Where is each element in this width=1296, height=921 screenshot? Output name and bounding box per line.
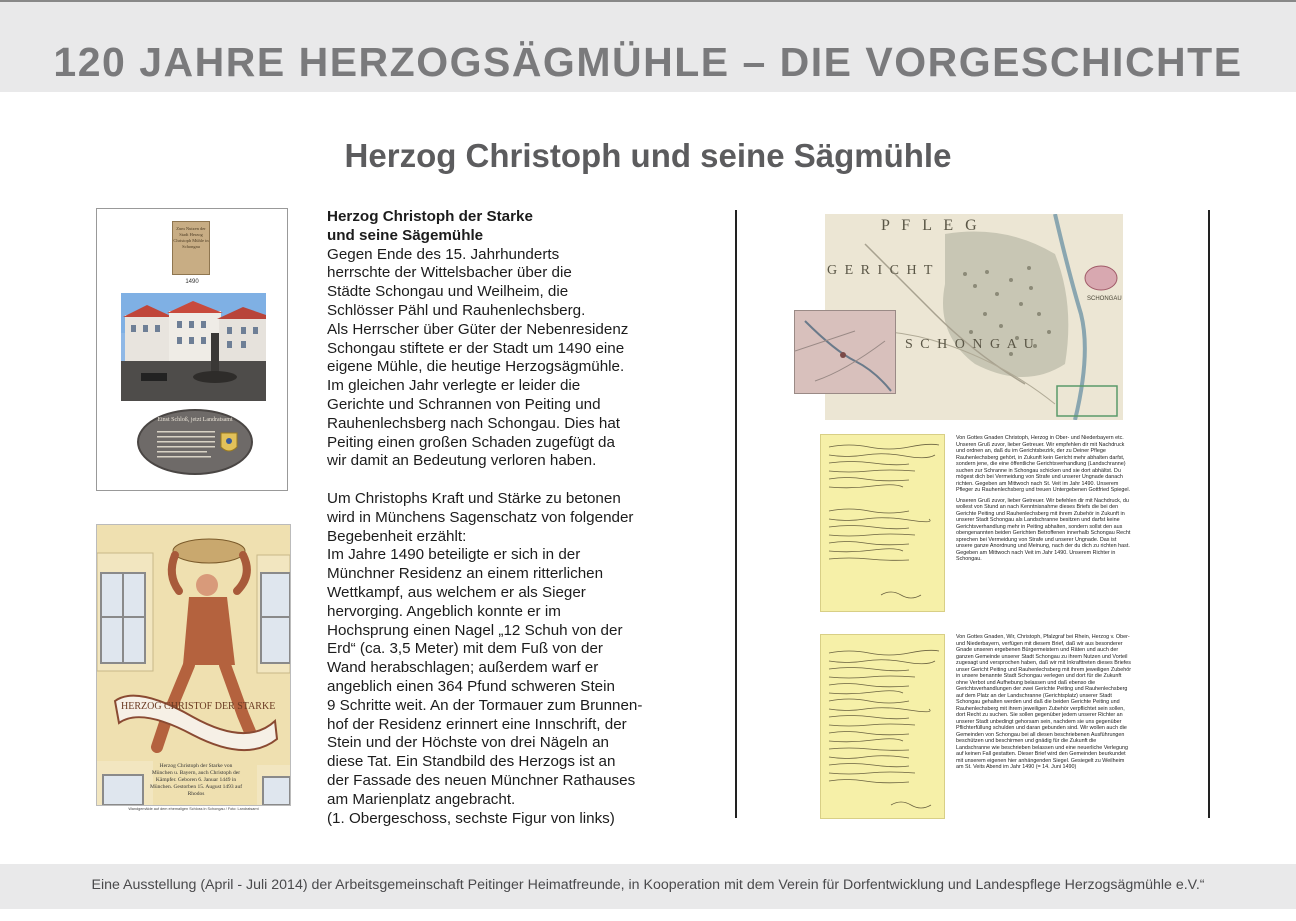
text-line: herrschte der Wittelsbacher über die	[327, 264, 572, 282]
text-line: Münchner Residenz an einem ritterlichen	[327, 565, 604, 583]
page-title: 120 JAHRE HERZOGSÄGMÜHLE – DIE VORGESCHICHTE	[53, 39, 1243, 85]
text-line: (1. Obergeschoss, sechste Figur von links)	[327, 809, 615, 827]
text-line: wir damit an Bedeutung verloren haben.	[327, 452, 597, 470]
document-transcript-2	[956, 634, 1131, 775]
text-line: Gerichte und Schrannen von Peiting und	[327, 395, 601, 413]
article-text	[327, 208, 662, 828]
text-line: am Marienplatz angebracht.	[327, 790, 516, 808]
map-label-gericht: G E R I C H T	[827, 263, 935, 278]
document-scan-1	[820, 434, 945, 612]
text-line: Im Jahre 1490 beteiligte er sich in der	[327, 546, 581, 564]
landratsamt-photo	[121, 293, 266, 401]
image-frame-schongau	[96, 208, 288, 491]
building-photo-graphic	[121, 293, 266, 401]
landratsamt-plaque-text: Einst Schloß, jetzt Landratsamt	[157, 417, 233, 423]
article-heading-line1: Herzog Christoph der Starke	[327, 208, 533, 225]
text-line: Schongau stiftete er der Stadt um 1490 eine	[327, 339, 625, 357]
text-line: eigene Mühle, die heutige Herzogsägmühle.	[327, 358, 625, 376]
plaque-details-graphic	[139, 411, 251, 473]
text-line: Städte Schongau und Weilheim, die	[327, 283, 569, 301]
map-label-schongau-small: SCHONGAU	[1087, 296, 1122, 302]
text-line: Im gleichen Jahr verlegte er leider die	[327, 377, 581, 395]
text-line: der Fassade des neuen Münchner Rathauses	[327, 771, 636, 789]
stone-plaque-text: Zum Nutzen der Stadt Herzog Christoph Mühle in Schongau	[173, 226, 209, 249]
text-line: Als Herrscher über Güter der Nebenresidenz	[327, 320, 629, 338]
handwriting-graphic-2	[821, 635, 944, 818]
text-line: Erd“ (ca. 3,5 Meter) mit dem Fuß von der	[327, 640, 603, 658]
mural-photo-credit: Wandgemälde auf dem ehemaligen Schloss in Schongau / Foto: Landratsamt	[128, 807, 259, 811]
text-line: 9 Schritte weit. An der Tormauer zum Brunnen-	[327, 696, 643, 714]
handwriting-graphic-1	[821, 435, 944, 611]
mural-banner-text: HERZOG CHRISTOF DER STARKE	[121, 701, 276, 712]
map-inset	[794, 310, 896, 394]
paragraph-gap	[327, 471, 662, 490]
text-line: Begebenheit erzählt:	[327, 527, 467, 545]
text-line: diese Tat. Ein Standbild des Herzogs ist an	[327, 753, 616, 771]
landratsamt-plaque	[137, 409, 253, 475]
text-line: Schlösser Pähl und Rauhenlechsberg.	[327, 301, 586, 319]
mural-frame	[96, 524, 291, 806]
text-line: Stein und der Höchste von drei Nägeln an	[327, 734, 609, 752]
map-label-schongau: S C H O N G A U	[905, 337, 1036, 352]
article-heading-line2: und seine Sägemühle	[327, 226, 484, 244]
transcript-paragraph: Von Gottes Gnaden Christoph, Herzog in Ober- und Niederbayern etc. Unseren Gruß zuvor, lieber Getreuer. Wir empfehlen dir mit Nachdruck und ordnen an, daß du im Gerichtsbezirk, der zu Deiner Pflege Rauhenlechsberg gehört, in Zukunft kein Gericht mehr abhalten darfst, sondern jene, die eine öffentliche Gerichtsverhandlung (Landschranne) suchen zur Schranne in Schongau schicken und sie dort abhältst. Du mögest dich bei Vermeidung von Strafe und unserer Ungnade danach richten. Gegeben am Mittwoch nach St. Veit im Jahr 1490. Unserem Pfleger zu Rauhenlechsberg und treuen Untergebenen Gottfried Spiegel.	[956, 435, 1131, 493]
bottom-strip	[0, 909, 1296, 921]
stone-plaque-image	[172, 221, 210, 275]
article-paragraph-2	[327, 490, 662, 828]
text-line: Hochsprung einen Nagel „12 Schuh von der	[327, 621, 623, 639]
text-line: hof der Residenz erinnert eine Innschrift, der	[327, 715, 627, 733]
text-line: Rauhenlechsberg nach Schongau. Dies hat	[327, 414, 620, 432]
plaque-year-label: 1490	[185, 279, 199, 285]
section-subtitle: Herzog Christoph und seine Sägmühle	[344, 137, 952, 174]
article-paragraph-1	[327, 246, 662, 472]
text-line: Gegen Ende des 15. Jahrhunderts	[327, 245, 560, 263]
text-line: wird in Münchens Sagenschatz von folgender	[327, 508, 634, 526]
text-line: Wand herabschlagen; außerdem warf er	[327, 659, 599, 677]
footer-banner	[0, 864, 1296, 909]
mural-caption: Herzog Christoph der Starke von München u. Bayern, auch Christoph der Kämpfer. Geboren 6. Januar 1449 in München. Gestorben 15. August 1493 auf Rhodos	[149, 763, 243, 797]
divider-left	[735, 210, 737, 818]
text-line: Wettkampf, aus welchem er als Sieger	[327, 583, 586, 601]
footer-text: Eine Ausstellung (April - Juli 2014) der Arbeitsgemeinschaft Peitinger Heimatfreunde, in Kooperation mit dem Verein für Dorfentwicklung und Landespflege Herzogsägmühle e.V.“	[91, 877, 1205, 893]
transcript-paragraph: Von Gottes Gnaden, Wir, Christoph, Pfalzgraf bei Rhein, Herzog v. Ober- und Niederbayern, verfügen mit diesem Brief, daß wir aus besonderer Gnade unseren ergebenen Bürgermeistern und Räten und auch der ganzen Gemeinde unserer Stadt Schongau zu ihrem Nutzen und Vorteil zugesagt und versprochen haben, daß wir mit Inkrafttreten dieses Briefes unser Gericht Peiting und Rauhenlechsberg mit ihrem jeweiligen Zubehör in unsere benannte Stadt Schongau verlegen und dort für die Zukunft ohne Verbot und Aufhebung belassen und daß ebenso die Gerichtsverhandlungen der zwei Gerichte Peiting und Rauhenlechsberg auf dem Platz an der Landschranne (Gerichtsplatz) unserer Stadt Schongau gehalten werden und daß die beiden Gerichte Peiting und Rauhenlechsberg mit ihrem jeweiligen Zubehör verpflichtet sein sollen, dort Recht zu suchen. Sie sollen gegenüber jedem unserer Richter an unserer Stadt unbedingt gehorsam sein, nachdem sie uns gegenüber Pflichterfüllung schulden und daran gebunden sind. Wir wollen auch die Gemeinden von Schongau bei all diesen beschriebenen Ausführungen beschützen und beschirmen und gnädig für die Zukunft die Landschranne wie beschrieben belassen und eine neuerliche Verlegung auf keinen Fall gestatten. Dieser Brief wird den Gemeinden beurkundet mit unserem eigenen hier anhängenden Siegel. Gesiegelt zu Weilheim am St. Veits Abend im Jahr 1490 (= 14. Juni 1490)	[956, 634, 1131, 770]
map-label-pfleg: P F L E G	[881, 217, 981, 234]
title-banner	[0, 2, 1296, 92]
map-inset-graphic	[795, 311, 895, 393]
document-transcript-1	[956, 435, 1131, 567]
text-line: hervorging. Angeblich konnte er im	[327, 602, 561, 620]
divider-right	[1208, 210, 1210, 818]
document-scan-2	[820, 634, 945, 819]
text-line: Um Christophs Kraft und Stärke zu betonen	[327, 489, 621, 507]
text-line: angeblich einen 364 Pfund schweren Stein	[327, 677, 615, 695]
transcript-paragraph: Unseren Gruß zuvor, lieber Getreuer. Wir befehlen dir mit Nachdruck, du wollest von Stund an nach Kenntnisnahme dieses Briefs die bei den Gerichte Peiting und Rauhenlechsberg mit ihrem Zubehör in Zukunft in unserer Stadt Schongau als Landschranne besitzen und darfst keine Gerichtsverhandlung mehr in Peiting abhalten, sondern sollst den aus obengenannten beiden Gerichten Betroffenen innerhalb Schongau Recht sprechen bei Vermeidung von Strafe und unserer Ungnade. Das ist unsere ganze Anordnung und Meinung, nach der du dich zu richten hast. Gegeben am Mittwoch nach Veit im Jahr 1490. Unserem Richter in Schongau.	[956, 497, 1131, 562]
text-line: Peiting einen großen Schaden zugefügt da	[327, 433, 615, 451]
